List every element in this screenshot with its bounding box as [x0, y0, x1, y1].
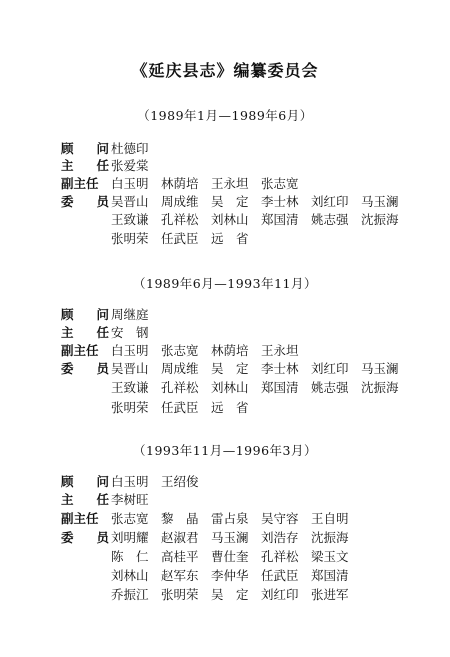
- role-label: 副主任: [61, 343, 99, 358]
- member-names: 吴晋山 周成维 吴 定 李士林 刘红印 马玉澜: [111, 361, 399, 376]
- member-names: 周继庭: [111, 307, 149, 322]
- member-names: 安 钢: [111, 325, 149, 340]
- role-label: 主 任: [61, 158, 109, 173]
- period-heading: （1989年1月—1989年6月）: [137, 108, 313, 123]
- role-label: 委 员: [61, 194, 109, 209]
- member-names: 乔振江 张明荣 吴 定 刘红印 张进军: [111, 587, 349, 602]
- member-names: 张明荣 任武臣 远 省: [111, 231, 249, 246]
- role-label: 顾 问: [61, 307, 109, 322]
- member-names: 王致谦 孔祥松 刘林山 郑国清 姚志强 沈振海: [111, 212, 399, 227]
- member-names: 张明荣 任武臣 远 省: [111, 400, 249, 415]
- member-names: 王致谦 孔祥松 刘林山 郑国清 姚志强 沈振海: [111, 380, 399, 395]
- role-label: 顾 问: [61, 141, 109, 156]
- role-label: 主 任: [61, 492, 109, 507]
- member-names: 杜德印: [111, 141, 149, 156]
- period-heading: （1993年11月—1996年3月）: [133, 443, 317, 458]
- member-names: 刘明耀 赵淑君 马玉澜 刘浩存 沈振海: [111, 530, 349, 545]
- member-names: 刘林山 赵军东 李仲华 任武臣 郑国清: [111, 568, 349, 583]
- member-names: 张爱棠: [111, 158, 149, 173]
- member-names: 吴晋山 周成维 吴 定 李士林 刘红印 马玉澜: [111, 194, 399, 209]
- period-heading: （1989年6月—1993年11月）: [133, 276, 317, 291]
- member-names: 陈 仁 高桂平 曹仕奎 孔祥松 梁玉文: [111, 549, 349, 564]
- member-names: 白玉明 张志宽 林荫培 王永坦: [111, 343, 299, 358]
- role-label: 委 员: [61, 361, 109, 376]
- role-label: 顾 问: [61, 474, 109, 489]
- role-label: 副主任: [61, 511, 99, 526]
- member-names: 张志宽 黎 晶 雷占泉 吴守容 王自明: [111, 511, 349, 526]
- member-names: 白玉明 林荫培 王永坦 张志宽: [111, 176, 299, 191]
- page-title: 《延庆县志》编纂委员会: [131, 61, 319, 80]
- role-label: 副主任: [61, 176, 99, 191]
- member-names: 李树旺: [111, 492, 149, 507]
- role-label: 主 任: [61, 325, 109, 340]
- role-label: 委 员: [61, 530, 109, 545]
- member-names: 白玉明 王绍俊: [111, 474, 199, 489]
